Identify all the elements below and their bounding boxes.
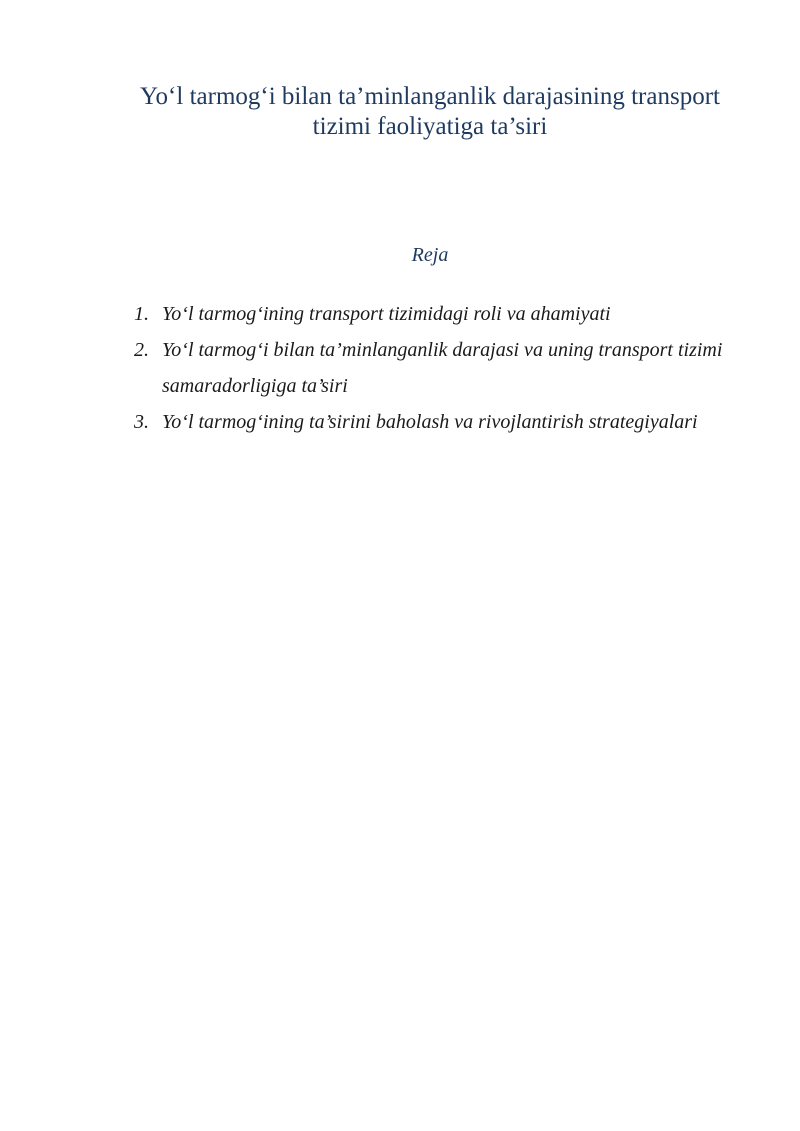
plan-item-text: Yo‘l tarmog‘i bilan ta’minlanganlik darajasi va uning transport tizimi samaradorligiga ta’siri (162, 339, 723, 397)
plan-heading: Reja (411, 244, 449, 266)
plan-item-number: 2. (134, 339, 149, 361)
plan-item-text: Yo‘l tarmog‘ining ta’sirini baholash va rivojlantirish strategiyalari (162, 411, 698, 433)
plan-item-1 (134, 296, 734, 332)
plan-item-number: 3. (134, 411, 149, 433)
plan-item-text: Yo‘l tarmog‘ining transport tizimidagi roli va ahamiyati (162, 303, 611, 325)
document-title: Yo‘l tarmog‘i bilan ta’minlanganlik darajasining transport tizimi faoliyatiga ta’siri (140, 83, 720, 140)
plan-item-number: 1. (134, 303, 149, 325)
plan-item-2 (134, 332, 734, 404)
plan-item-3 (134, 404, 734, 440)
plan-list (134, 296, 734, 440)
